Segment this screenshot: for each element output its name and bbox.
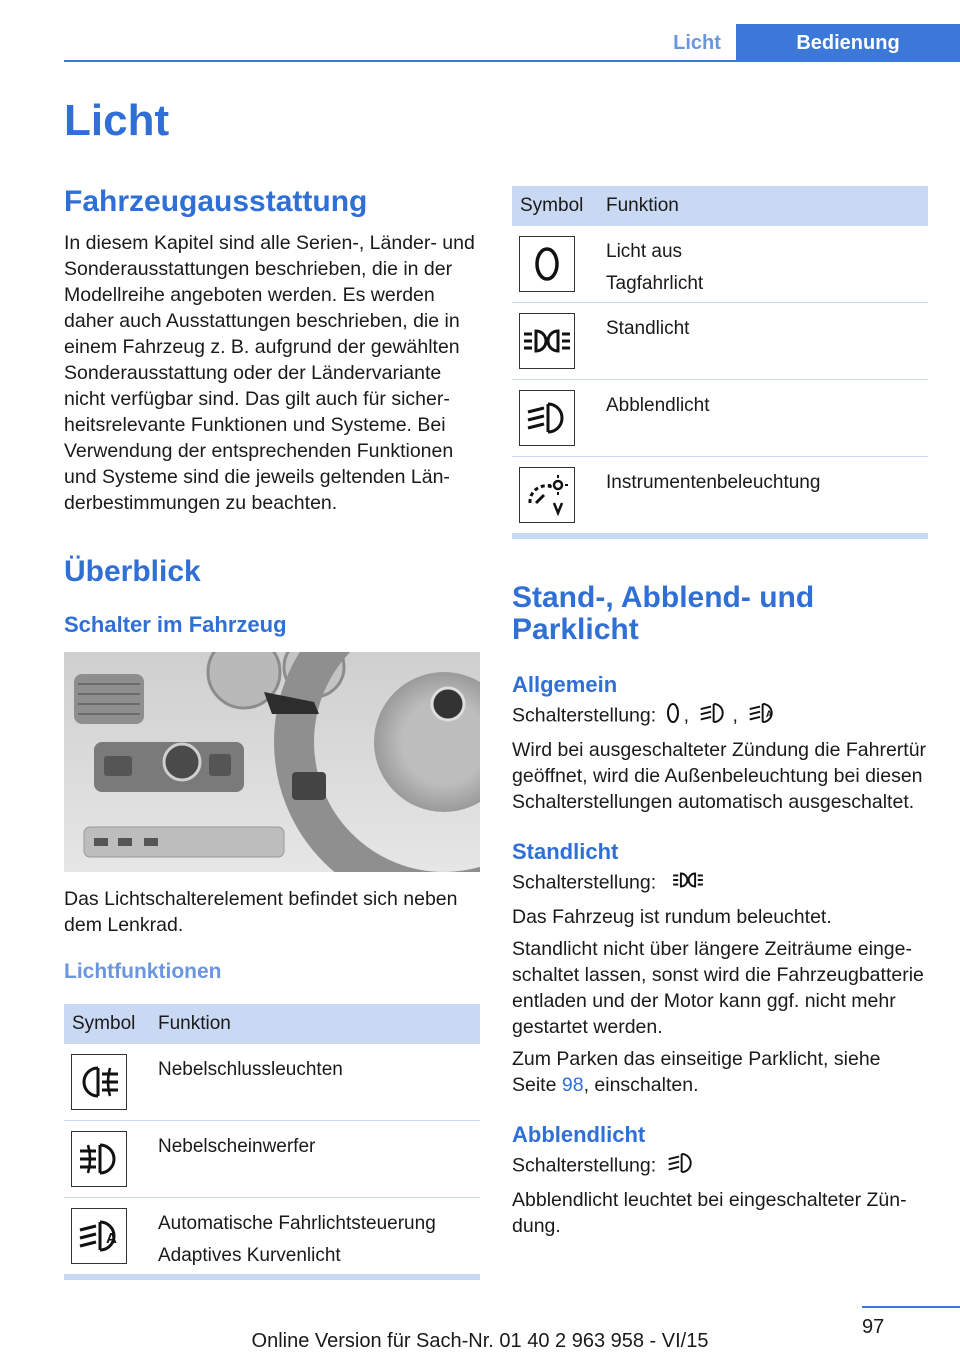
heading-ueberblick: Überblick bbox=[64, 555, 201, 588]
function-label: Nebelscheinwerfer bbox=[158, 1136, 316, 1157]
header-rule bbox=[64, 60, 960, 62]
col-funktion: Funktion bbox=[150, 1004, 480, 1044]
function-label: Standlicht bbox=[606, 318, 690, 339]
auto-headlight-icon bbox=[71, 1208, 127, 1264]
zero-switch-icon bbox=[666, 702, 680, 731]
separator: , bbox=[732, 704, 738, 727]
standlicht-text-3b: , einschalten. bbox=[583, 1074, 699, 1096]
footer-rule bbox=[862, 1306, 960, 1308]
heading-schalter-im-fahrzeug: Schalter im Fahrzeug bbox=[64, 612, 287, 637]
separator: , bbox=[683, 704, 690, 727]
table-row bbox=[512, 457, 928, 534]
heading-allgemein: Allgemein bbox=[512, 672, 618, 697]
standlicht-text-1: Das Fahrzeug ist rundum beleuchtet. bbox=[512, 906, 832, 928]
table-bottom-rule bbox=[64, 1275, 480, 1280]
low-beam-icon bbox=[666, 1152, 696, 1181]
heading-lichtfunktionen: Lichtfunktionen bbox=[64, 960, 222, 983]
car-interior-photo bbox=[64, 652, 480, 872]
heading-standlicht: Standlicht bbox=[512, 839, 619, 864]
photo-caption: Das Lichtschalterelement befindet sich neben dem Lenkrad. bbox=[64, 888, 458, 936]
svg-text:A: A bbox=[766, 708, 773, 719]
header-tab-licht: Licht bbox=[673, 31, 721, 54]
allgemein-text: Wird bei ausgeschalteter Zündung die Fahrertür geöffnet, wird die Außenbeleuchtung bei diesen Schalterstellungen automatisch ausgeschaltet. bbox=[512, 739, 927, 813]
function-label: Adaptives Kurvenlicht bbox=[158, 1245, 341, 1266]
front-fog-light-icon bbox=[71, 1131, 127, 1187]
switch-positions-line bbox=[512, 1152, 928, 1181]
col-symbol: Symbol bbox=[512, 186, 598, 226]
switch-label: Schalterstellung: bbox=[512, 1154, 657, 1177]
table-row bbox=[512, 380, 928, 457]
table-row bbox=[512, 226, 928, 303]
parking-light-icon bbox=[666, 869, 710, 898]
lichtfunktionen-table-right bbox=[512, 186, 928, 539]
left-column bbox=[64, 186, 480, 516]
table-row bbox=[512, 303, 928, 380]
table-bottom-rule bbox=[512, 534, 928, 539]
lichtfunktionen-table-left bbox=[64, 1004, 480, 1280]
rear-fog-light-icon bbox=[71, 1054, 127, 1110]
steering-switch-illustration bbox=[64, 652, 480, 872]
function-label: Tagfahrlicht bbox=[606, 273, 704, 294]
function-label: Nebelschlussleuchten bbox=[158, 1059, 343, 1080]
svg-text:A: A bbox=[106, 1230, 117, 1247]
low-beam-icon bbox=[519, 390, 575, 446]
switch-label: Schalterstellung: bbox=[512, 704, 657, 727]
heading-fahrzeugausstattung: Fahrzeugausstattung bbox=[64, 185, 368, 218]
low-beam-icon bbox=[698, 702, 728, 731]
auto-headlight-icon bbox=[747, 702, 777, 731]
standlicht-text-3 bbox=[512, 1046, 928, 1098]
switch-positions-line bbox=[512, 869, 928, 898]
instrument-lighting-icon bbox=[519, 467, 575, 523]
page-number: 97 bbox=[862, 1316, 885, 1338]
zero-switch-icon bbox=[519, 236, 575, 292]
header-tab-bedienung: Bedienung bbox=[736, 24, 960, 62]
function-label: Instrumentenbeleuchtung bbox=[606, 472, 821, 493]
function-label: Licht aus bbox=[606, 241, 683, 262]
page-link-98[interactable]: 98 bbox=[561, 1074, 584, 1096]
heading-stand-abblend: Stand-, Abblend- und bbox=[512, 581, 815, 614]
footer-text: Online Version für Sach-Nr. 01 40 2 963 958 - VI/15 bbox=[251, 1330, 709, 1352]
fahrzeugausstattung-text: In diesem Kapitel sind alle Serien-, Länder- und Sonderausstattungen beschrieben, die in der Modellreihe angeboten werden. Es werden daher auch Ausstattungen beschrieben, die in einem Fahrzeug z. B. aufgrund der gewählten Sonderausstattung oder der Ländervariante nicht verfügbar sind. Das gilt auch für sicherheitsrelevante Funktionen und Systeme. Bei Verwendung der entsprechenden Funktionen und Systeme sind die jeweils geltenden Länderbestimmungen zu beachten. bbox=[64, 232, 475, 514]
parking-light-icon bbox=[519, 313, 575, 369]
function-label: Abblendlicht bbox=[606, 395, 710, 416]
standlicht-text-2: Standlicht nicht über längere Zeiträume eingeschaltet lassen, sonst wird die Fahrzeugbatterie entladen und der Motor kann ggf. nicht mehr gestartet werden. bbox=[512, 938, 924, 1038]
table-row bbox=[64, 1044, 480, 1121]
col-funktion: Funktion bbox=[598, 186, 928, 226]
table-row bbox=[64, 1198, 480, 1275]
heading-abblendlicht: Abblendlicht bbox=[512, 1122, 646, 1147]
page-title: Licht bbox=[64, 96, 170, 145]
switch-label: Schalterstellung: bbox=[512, 871, 657, 894]
heading-parklicht: Parklicht bbox=[512, 613, 639, 646]
table-row bbox=[64, 1121, 480, 1198]
function-label: Automatische Fahrlichtsteuerung bbox=[158, 1213, 436, 1234]
abblendlicht-text: Abblendlicht leuchtet bei eingeschalteter Zündung. bbox=[512, 1189, 907, 1237]
col-symbol: Symbol bbox=[64, 1004, 150, 1044]
switch-positions-line bbox=[512, 702, 928, 731]
standlicht-text-3a: Zum Parken das einseitige Parklicht, siehe Seite bbox=[512, 1048, 881, 1096]
right-column bbox=[512, 582, 928, 1239]
